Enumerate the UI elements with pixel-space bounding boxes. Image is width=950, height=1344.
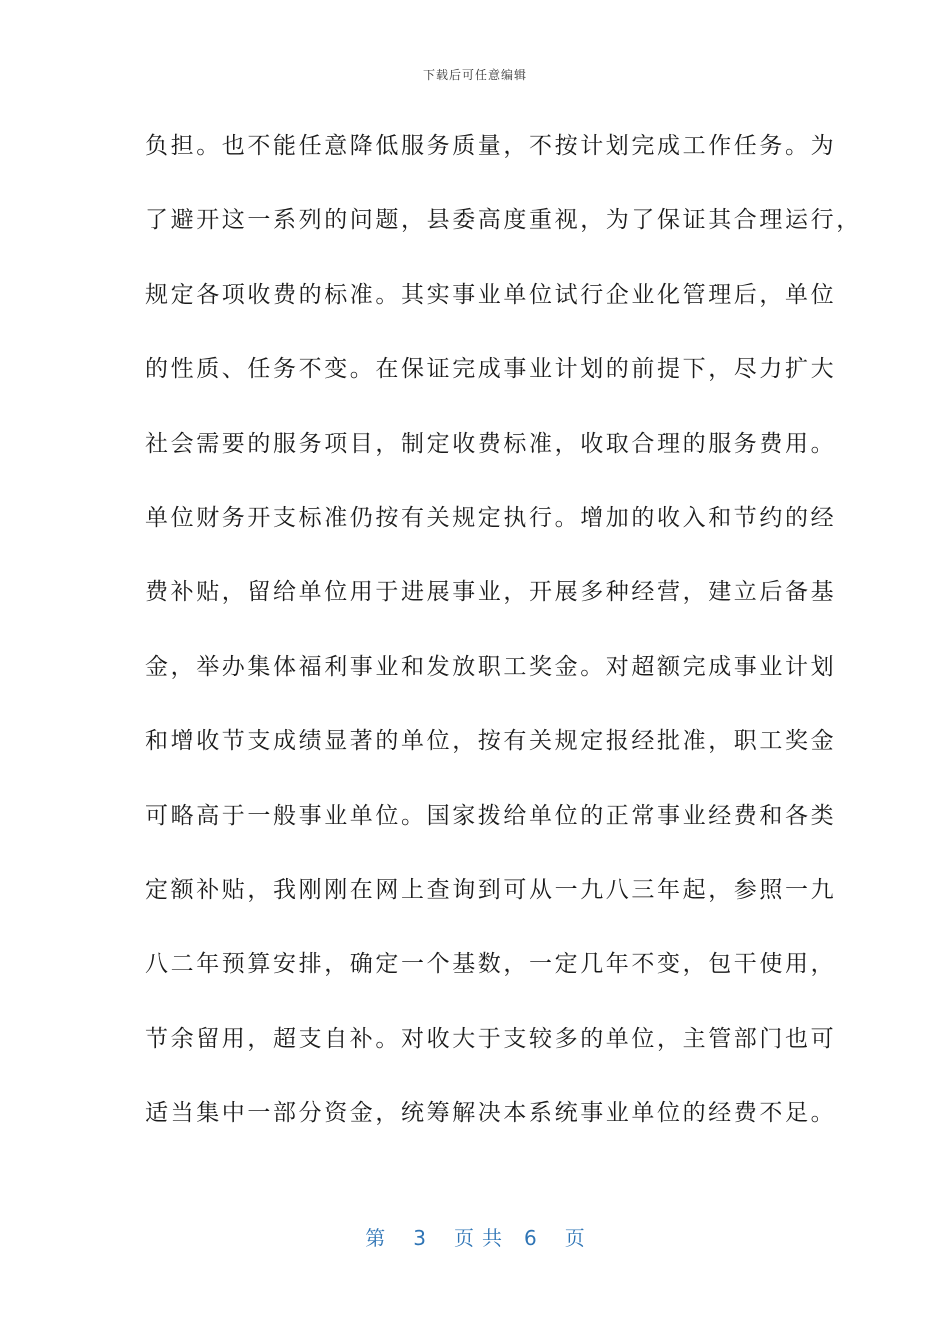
body-line-9: 和增收节支成绩显著的单位，按有关规定报经批准，职工奖金 xyxy=(145,728,837,755)
body-line-13: 节余留用，超支自补。对收大于支较多的单位，主管部门也可 xyxy=(145,1025,837,1052)
body-line-2: 了避开这一系列的问题，县委高度重视，为了保证其合理运行， xyxy=(145,207,862,234)
body-line-8: 金，举办集体福利事业和发放职工奖金。对超额完成事业计划 xyxy=(145,653,837,680)
page-header-note: 下载后可任意编辑 xyxy=(422,68,527,82)
current-page-number: 3 xyxy=(413,1226,426,1250)
page-mid-label: 页共 xyxy=(454,1226,510,1250)
page-footer xyxy=(0,1222,950,1251)
body-line-1: 负担。也不能任意降低服务质量，不按计划完成工作任务。为 xyxy=(145,133,837,159)
body-line-11: 定额补贴，我刚刚在网上查询到可从一九八三年起，参照一九 xyxy=(145,876,837,903)
page-prefix: 第 xyxy=(365,1226,386,1250)
body-line-3: 规定各项收费的标准。其实事业单位试行企业化管理后，单位 xyxy=(145,281,837,308)
body-line-6: 单位财务开支标准仍按有关规定执行。增加的收入和节约的经 xyxy=(145,504,837,531)
page-suffix: 页 xyxy=(564,1226,585,1250)
body-line-5: 社会需要的服务项目，制定收费标准，收取合理的服务费用。 xyxy=(145,430,837,457)
body-line-12: 八二年预算安排，确定一个基数，一定几年不变，包干使用， xyxy=(145,951,837,978)
document-body xyxy=(145,121,862,1162)
total-pages-number: 6 xyxy=(524,1226,537,1250)
body-line-14: 适当集中一部分资金，统筹解决本系统事业单位的经费不足。 xyxy=(145,1100,837,1127)
body-line-10: 可略高于一般事业单位。国家拨给单位的正常事业经费和各类 xyxy=(145,802,837,829)
body-line-7: 费补贴，留给单位用于进展事业，开展多种经营，建立后备基 xyxy=(145,579,837,606)
body-line-4: 的性质、任务不变。在保证完成事业计划的前提下，尽力扩大 xyxy=(145,356,837,383)
